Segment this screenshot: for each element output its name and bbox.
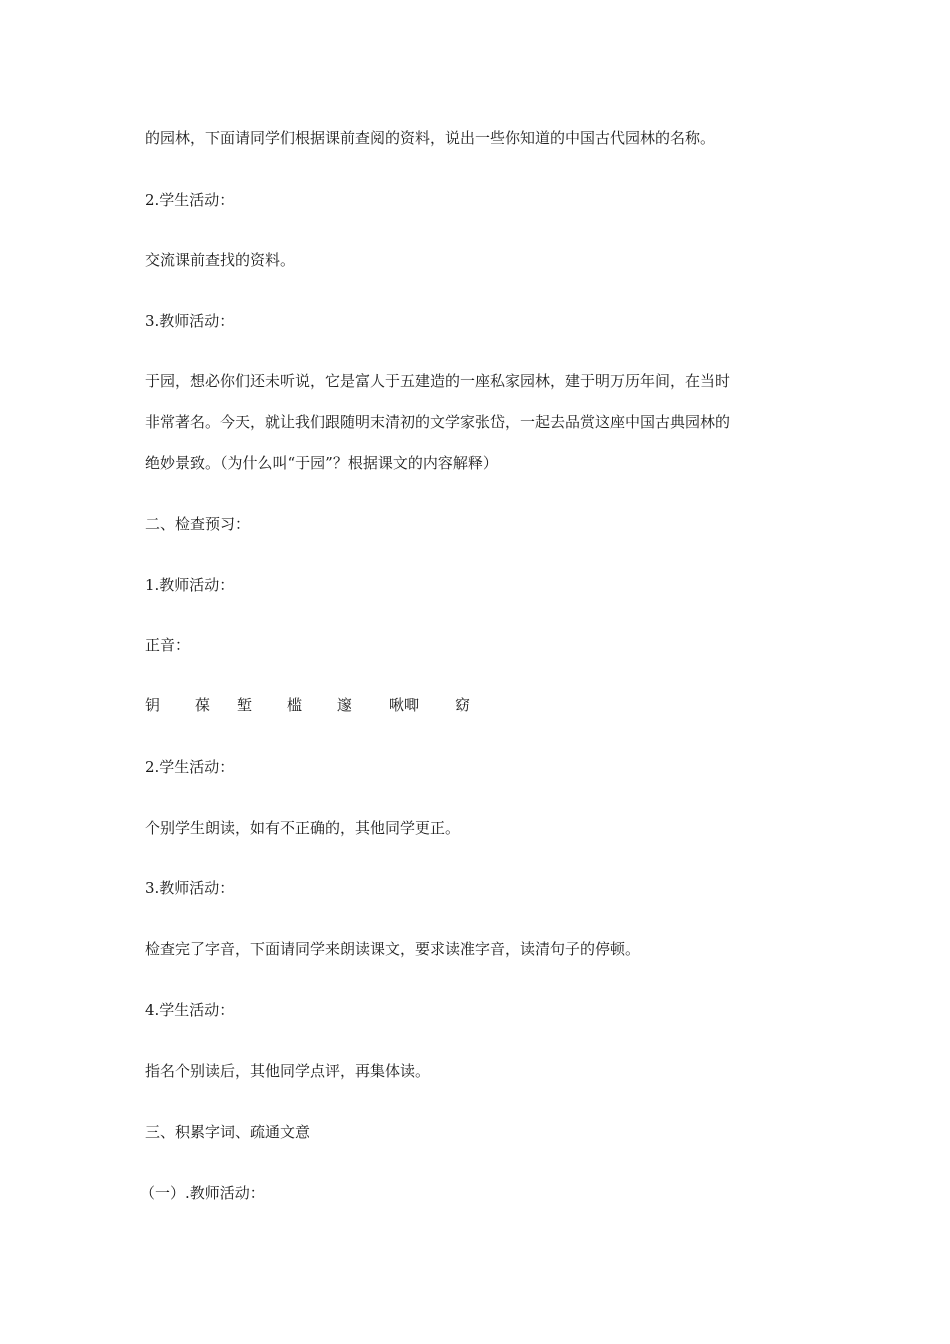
paragraph: 的园林，下面请同学们根据课前查阅的资料，说出一些你知道的中国古代园林的名称。 [145, 129, 716, 147]
paragraph: 2.学生活动： [145, 758, 235, 776]
paragraph: 检查完了字音，下面请同学来朗读课文，要求读准字音，读清句子的停顿。 [145, 940, 641, 958]
pronunciation-character-list [0, 695, 950, 717]
paragraph: （一）.教师活动： [140, 1184, 265, 1202]
paragraph: 非常著名。今天，就让我们跟随明末清初的文学家张岱，一起去品赏这座中国古典园林的 [145, 413, 731, 431]
paragraph: 2.学生活动： [145, 191, 235, 209]
paragraph: 1.教师活动： [145, 576, 235, 594]
paragraph: 4.学生活动： [145, 1001, 235, 1019]
section-heading: 三、积累字词、疏通文意 [145, 1123, 311, 1141]
section-heading: 二、检查预习： [145, 515, 251, 533]
paragraph: 个别学生朗读，如有不正确的，其他同学更正。 [145, 819, 461, 837]
paragraph: 3.教师活动： [145, 879, 235, 897]
paragraph: 于园，想必你们还未听说，它是富人于五建造的一座私家园林，建于明万历年间，在当时 [145, 372, 731, 390]
pronunciation-char: 邃 [337, 696, 353, 714]
pronunciation-char: 啾唧 [389, 696, 420, 714]
pronunciation-char: 堑 [237, 696, 253, 714]
paragraph: 交流课前查找的资料。 [145, 251, 296, 269]
pronunciation-char: 窈 [455, 696, 471, 714]
paragraph: 指名个别读后，其他同学点评，再集体读。 [145, 1062, 431, 1080]
pronunciation-char: 槛 [287, 696, 303, 714]
pronunciation-char: 葆 [195, 696, 211, 714]
paragraph: 绝妙景致。（为什么叫“于园”？根据课文的内容解释） [145, 454, 498, 472]
paragraph: 正音： [145, 636, 191, 654]
pronunciation-char: 钥 [145, 696, 161, 714]
paragraph: 3.教师活动： [145, 312, 235, 330]
